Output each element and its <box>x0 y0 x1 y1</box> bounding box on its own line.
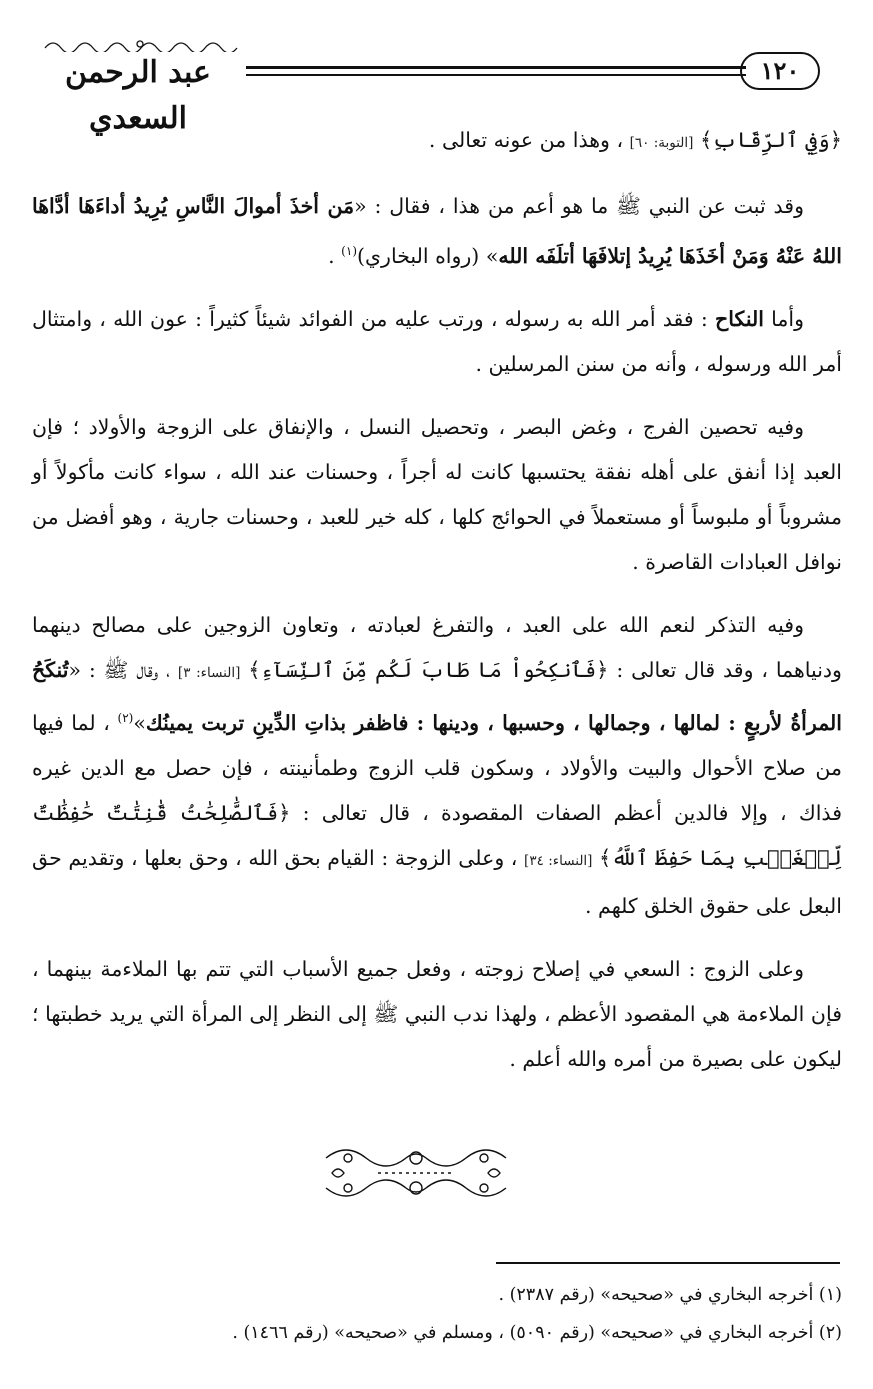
paragraph-text: ، وعلى الزوجة : القيام بحق الله ، وحق بعلها ، وتقديم حق البعل على حقوق الخلق كلهم . <box>32 845 842 918</box>
paragraph-text: وعلى الزوج : السعي في إصلاح زوجته ، وفعل جميع الأسباب التي تتم بها الملاءمة بينهما ، فإن الملاءمة هي المقصود الأعظم ، ولهذا ندب النبي ﷺ إلى النظر إلى المرأة التي يريد خطبتها ؛ ليكون على بصيرة من أمره والله أعلم . <box>32 956 842 1071</box>
paragraph-3 <box>32 297 842 387</box>
footnote-2: (٢) أخرجه البخاري في «صحيحه» (رقم ٥٠٩٠) ، ومسلم في «صحيحه» (رقم ١٤٦٦) . <box>232 1323 842 1343</box>
paragraph-text: وأما <box>763 306 804 331</box>
quran-quote: ﴿فَٱلصَّٰلِحَٰتُ قَٰنِتَٰتٌ حَٰفِظَٰتٌ لِّلۡغَيۡبِ بِمَا حَفِظَ ٱللَّهُ﴾ <box>32 800 842 870</box>
paragraph-4 <box>32 405 842 585</box>
keyword: النكاح <box>715 306 764 331</box>
quran-quote: ﴿فَٱنكِحُواْ مَا طَابَ لَكُم مِّنَ ٱلنِّسَآءِ﴾ <box>248 657 609 682</box>
footnote-mark: (١) <box>341 244 357 258</box>
page-number: ١٢٠ <box>740 52 820 90</box>
paragraph-text: » (رواه البخاري) <box>357 243 499 268</box>
footnote-1: (١) أخرجه البخاري في «صحيحه» (رقم ٢٣٨٧) . <box>498 1285 842 1305</box>
hadith-text: تُنكَحُ المرأةُ لأربعٍ : لمالها ، وجمالها ، وحسبها ، ودينها : فاظفر بذاتِ الدِّينِ تربت يمينُك <box>32 657 842 735</box>
verse-reference: [النساء: ٣٤] <box>524 852 593 869</box>
floral-ornament-icon <box>318 1140 514 1206</box>
paragraph-5 <box>32 603 842 929</box>
quran-quote: ﴿وَفِي ٱلرِّقَابِ﴾ <box>699 128 842 152</box>
author-name: عبد الرحمن السعدي <box>65 55 211 136</box>
paragraph-text: وفيه تحصين الفرج ، وغض البصر ، وتحصيل النسل ، والإنفاق على الزوجة والأولاد ؛ فإن العبد إذا أنفق على أهله نفقة يحتسبها كانت له أجراً ، وحسنات عند الله ، سواء كانت مأكولاً أو مشروباً أو ملبوساً أو مستعملاً في الحوائج كلها ، كله خير للعبد ، وحسنات جارية ، وهو أفضل من نوافل العبادات القاصرة . <box>32 414 842 574</box>
footnotes <box>32 1276 842 1352</box>
paragraph-text: ، وهذا من عونه تعالى . <box>428 128 624 152</box>
header-rule-thick <box>246 66 746 69</box>
verse-reference: [النساء: ٣] <box>177 664 241 681</box>
footnote-separator <box>496 1262 840 1264</box>
paragraph-text: وفيه التذكر لنعم الله على العبد ، والتفرغ لعبادته ، وتعاون الزوجين على مصالح دينهما ودنياهما ، وقد قال تعالى : <box>32 612 842 682</box>
verse-reference: [التوبة: ٦٠] <box>629 135 694 151</box>
paragraph-text: . <box>328 243 335 268</box>
header-rule-thin <box>246 74 746 76</box>
paragraph-text: » <box>133 710 146 735</box>
paragraph-text: : فقد أمر الله به رسوله ، ورتب عليه من الفوائد شيئاً كثيراً : عون الله ، وامتثال أمر الله ورسوله ، وأنه من سنن المرسلين . <box>32 306 842 376</box>
footnote-mark: (٢) <box>117 710 134 725</box>
hadith-text: مَن أخذَ أموالَ النَّاسِ يُرِيدُ أداءَهَا أدَّاهَا اللهُ عَنْهُ وَمَنْ أخَذَهَا يُرِيدُ إتلافَهَا أتلَفَه الله <box>32 194 842 268</box>
paragraph-2 <box>32 184 842 279</box>
paragraph-6 <box>32 947 842 1082</box>
paragraph-text: ، وقال ﷺ : « <box>68 657 171 682</box>
page-body <box>32 118 842 1100</box>
paragraph-text: ، لما فيها من صلاح الأحوال والبيت والأولاد ، وسكون قلب الزوج وطمأنينته ، فإن حصل مع الدين غيره فذاك ، وإلا فالدين أعظم الصفات المقصودة ، قال تعالى : <box>32 710 842 825</box>
paragraph-1 <box>32 118 842 166</box>
page-header <box>18 38 858 136</box>
paragraph-text: وقد ثبت عن النبي ﷺ ما هو أعم من هذا ، فقال : « <box>354 194 804 218</box>
